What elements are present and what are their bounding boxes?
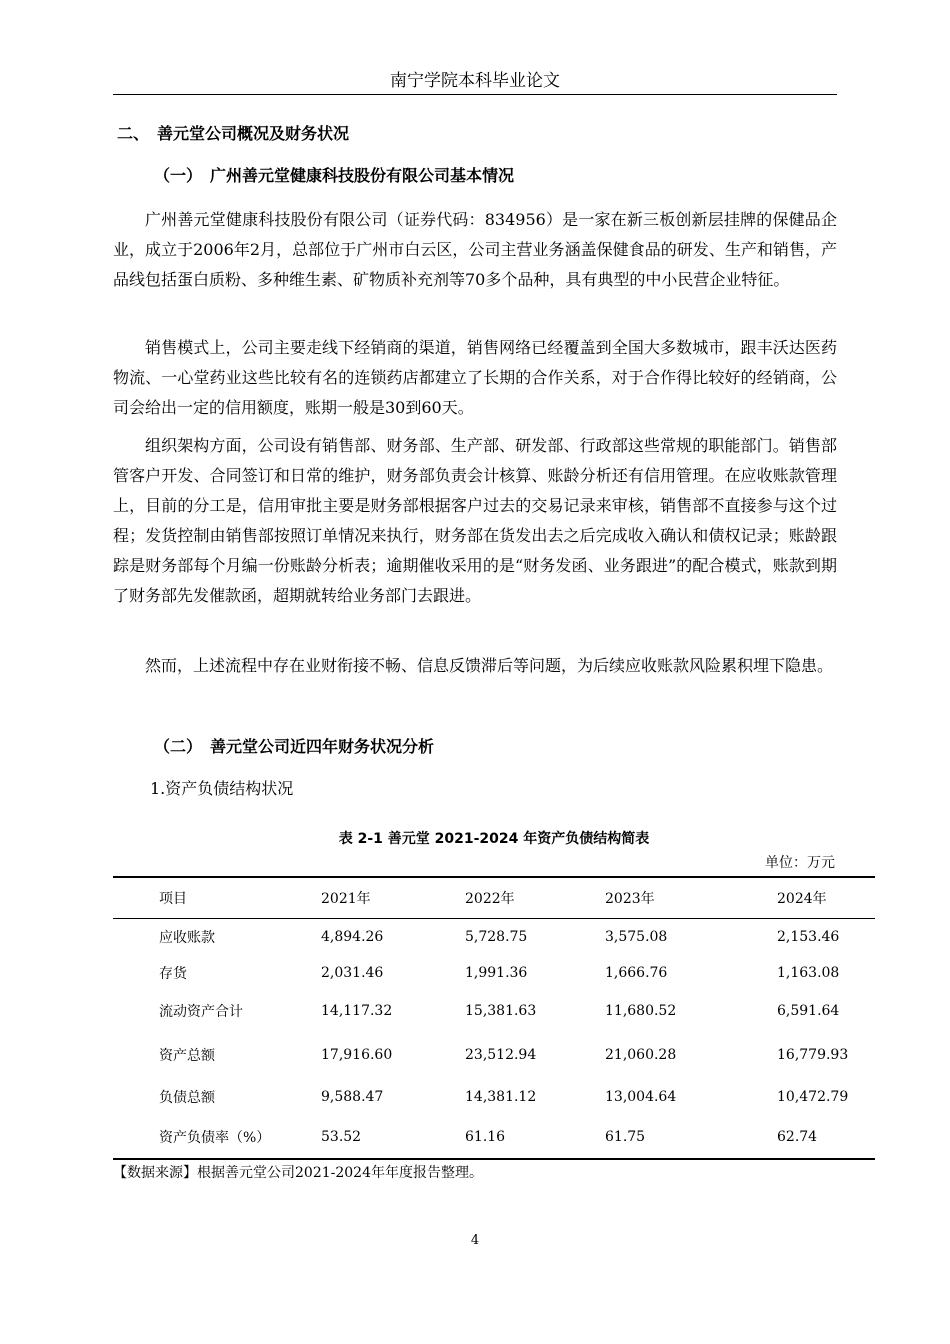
table-caption: 表 2-1 善元堂 2021-2024 年资产负债结构简表: [338, 831, 650, 847]
page-number: 4: [470, 1233, 480, 1248]
table-cell: 流动资产合计: [159, 1004, 243, 1020]
table-cell: 17,916.60: [321, 1047, 393, 1063]
subsubsection-heading-balance-structure: 1.资产负债结构状况: [150, 779, 294, 798]
table-cell: 53.52: [321, 1128, 362, 1145]
table-cell: 5,728.75: [465, 929, 528, 945]
table-row: [113, 919, 875, 956]
table-row: [113, 1079, 875, 1115]
table-cell: 14,117.32: [321, 1003, 393, 1019]
table-cell: 4,894.26: [321, 929, 384, 945]
table-row: [113, 955, 875, 991]
subsection-heading-basic-info: （一） 广州善元堂健康科技股份有限公司基本情况: [154, 166, 515, 185]
paragraph-company-intro: 广州善元堂健康科技股份有限公司（证券代码：834956）是一家在新三板创新层挂牌的保健品企业，成立于2006年2月，总部位于广州市白云区，公司主营业务涵盖保健食品的研发、生产和销售，产品线包括蛋白质粉、多种维生素、矿物质补充剂等70多个品种，具有典型的中小民营企业特征。: [113, 210, 837, 289]
table-row: [113, 1031, 875, 1079]
column-header: 项目: [113, 877, 321, 919]
table-cell: 21,060.28: [605, 1047, 677, 1063]
table-cell: 9,588.47: [321, 1089, 384, 1105]
table-row: [113, 991, 875, 1031]
table-cell: 13,004.64: [605, 1089, 677, 1105]
table-cell: 6,591.64: [777, 1003, 840, 1019]
table-cell: 2,031.46: [321, 965, 384, 981]
running-header: 南宁学院本科毕业论文: [113, 68, 837, 95]
table-cell: 15,381.63: [465, 1003, 537, 1019]
table-cell: 62.74: [777, 1128, 818, 1145]
section-heading: 二、 善元堂公司概况及财务状况: [117, 124, 350, 143]
paragraph-sales-model: 销售模式上，公司主要走线下经销商的渠道，销售网络已经覆盖到全国大多数城市，跟丰沃达医药物流、一心堂药业这些比较有名的连锁药店都建立了长期的合作关系，对于合作得比较好的经销商，公司会给出一定的信用额度，账期一般是30到60天。: [113, 338, 837, 417]
table-cell: 1,991.36: [465, 965, 528, 981]
table-cell: 应收账款: [159, 930, 215, 946]
table-row: [113, 1115, 875, 1159]
table-cell: 资产总额: [159, 1048, 215, 1064]
table-cell: 1,163.08: [777, 965, 840, 981]
table-cell: 负债总额: [159, 1090, 215, 1106]
column-header: 2024年: [777, 877, 875, 919]
paragraph-issues: 然而，上述流程中存在业财衔接不畅、信息反馈滞后等问题，为后续应收账款风险累积埋下隐患。: [145, 656, 834, 675]
table-cell: 10,472.79: [777, 1089, 849, 1105]
table-cell: 61.16: [465, 1128, 506, 1145]
table-cell: 16,779.93: [777, 1047, 849, 1063]
table-cell: 14,381.12: [465, 1089, 537, 1105]
table-cell: 3,575.08: [605, 929, 668, 945]
subsection-heading-financial-analysis: （二） 善元堂公司近四年财务状况分析: [154, 737, 435, 756]
balance-sheet-table: [113, 876, 875, 1160]
table-cell: 23,512.94: [465, 1047, 537, 1063]
table-cell: 资产负债率（%）: [159, 1129, 271, 1146]
column-header: 2022年: [465, 877, 605, 919]
table-cell: 61.75: [605, 1128, 646, 1145]
table-source-note: 【数据来源】根据善元堂公司2021-2024年年度报告整理。: [113, 1165, 483, 1181]
table-unit: 单位：万元: [765, 855, 835, 871]
column-header: 2023年: [605, 877, 777, 919]
table-cell: 11,680.52: [605, 1003, 677, 1019]
paragraph-organization: 组织架构方面，公司设有销售部、财务部、生产部、研发部、行政部这些常规的职能部门。销售部管客户开发、合同签订和日常的维护，财务部负责会计核算、账龄分析还有信用管理。在应收账款管理上，目前的分工是，信用审批主要是财务部根据客户过去的交易记录来审核，销售部不直接参与这个过程；发货控制由销售部按照订单情况来执行，财务部在货发出去之后完成收入确认和债权记录；账龄跟踪是财务部每个月编一份账龄分析表；逾期催收采用的是“财务发函、业务跟进”的配合模式，账款到期了财务部先发催款函，超期就转给业务部门去跟进。: [113, 436, 837, 605]
table-header-row: [113, 877, 875, 919]
column-header: 2021年: [321, 877, 465, 919]
table-cell: 1,666.76: [605, 965, 668, 981]
table-cell: 2,153.46: [777, 929, 840, 945]
table-cell: 存货: [159, 966, 187, 982]
